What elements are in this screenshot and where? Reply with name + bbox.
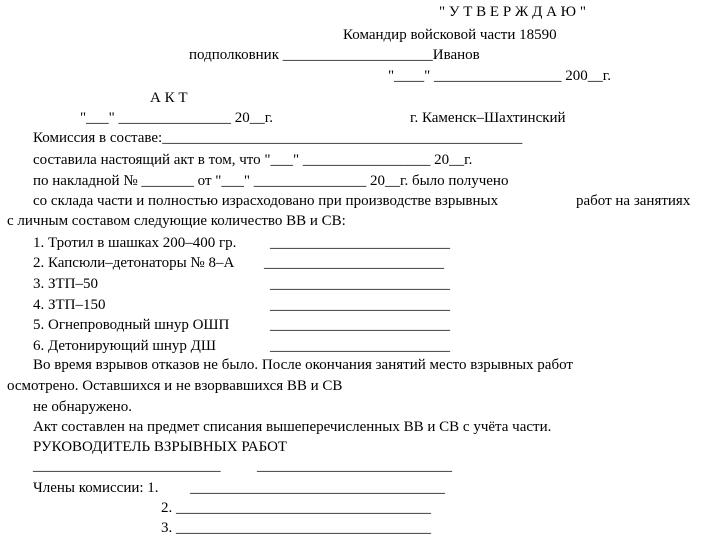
no-failures-line: Во время взрывов отказов не было. После окончания занятий место взрывных работ: [33, 357, 573, 373]
item-blank: ________________________: [270, 297, 450, 313]
member-signature: __________________________________: [190, 480, 445, 496]
member-signature: 2. __________________________________: [161, 500, 431, 516]
approval-date: "____" _________________ 200__г.: [388, 68, 611, 84]
act-city: г. Каменск–Шахтинский: [410, 110, 566, 126]
leader-signature-right: __________________________: [257, 458, 452, 474]
leader-signature-left: _________________________: [33, 458, 221, 474]
inspected-line: осмотрено. Оставшихся и не взорвавшихся ВВ и СВ: [7, 378, 343, 394]
leader-heading: РУКОВОДИТЕЛЬ ВЗРЫВНЫХ РАБОТ: [33, 439, 288, 455]
item-blank: ________________________: [270, 276, 450, 292]
item-label: 6. Детонирующий шнур ДШ: [33, 338, 217, 354]
member-signature: 3. __________________________________: [161, 520, 431, 536]
personnel-line: с личным составом следующие количество ВВ и СВ:: [7, 213, 346, 229]
item-label: 4. ЗТП–150: [33, 297, 106, 313]
item-blank: ________________________: [264, 255, 444, 271]
act-title: А К Т: [150, 90, 188, 106]
item-blank: ________________________: [270, 317, 450, 333]
commission-line: Комиссия в составе:________________________________________________: [33, 130, 523, 146]
members-label: Члены комиссии: 1.: [33, 480, 159, 496]
approval-stamp: " У Т В Е Р Ж Д А Ю ": [439, 4, 586, 20]
item-label: 2. Капсюли–детонаторы № 8–А: [33, 255, 235, 271]
item-label: 5. Огнепроводный шнур ОШП: [33, 317, 230, 333]
writeoff-line: Акт составлен на предмет списания вышеперечисленных ВВ и СВ с учёта части.: [33, 419, 552, 435]
not-found-line: не обнаружено.: [33, 399, 132, 415]
warehouse-line: со склада части и полностью израсходовано при производстве взрывных: [33, 193, 499, 209]
compiled-line: составила настоящий акт в том, что "___" _________________ 20__г.: [33, 152, 473, 168]
commander-rank-name: подполковник ____________________Иванов: [189, 47, 480, 63]
warehouse-line-end: работ на занятиях: [576, 193, 691, 209]
item-label: 3. ЗТП–50: [33, 276, 99, 292]
item-label: 1. Тротил в шашках 200–400 гр.: [33, 235, 237, 251]
commander-title: Командир войсковой части 18590: [343, 27, 557, 43]
act-date: "___" _______________ 20__г.: [80, 110, 273, 126]
item-blank: ________________________: [270, 235, 450, 251]
item-blank: ________________________: [270, 338, 450, 354]
invoice-line: по накладной № _______ от "___" _______________ 20__г. было получено: [33, 173, 509, 189]
